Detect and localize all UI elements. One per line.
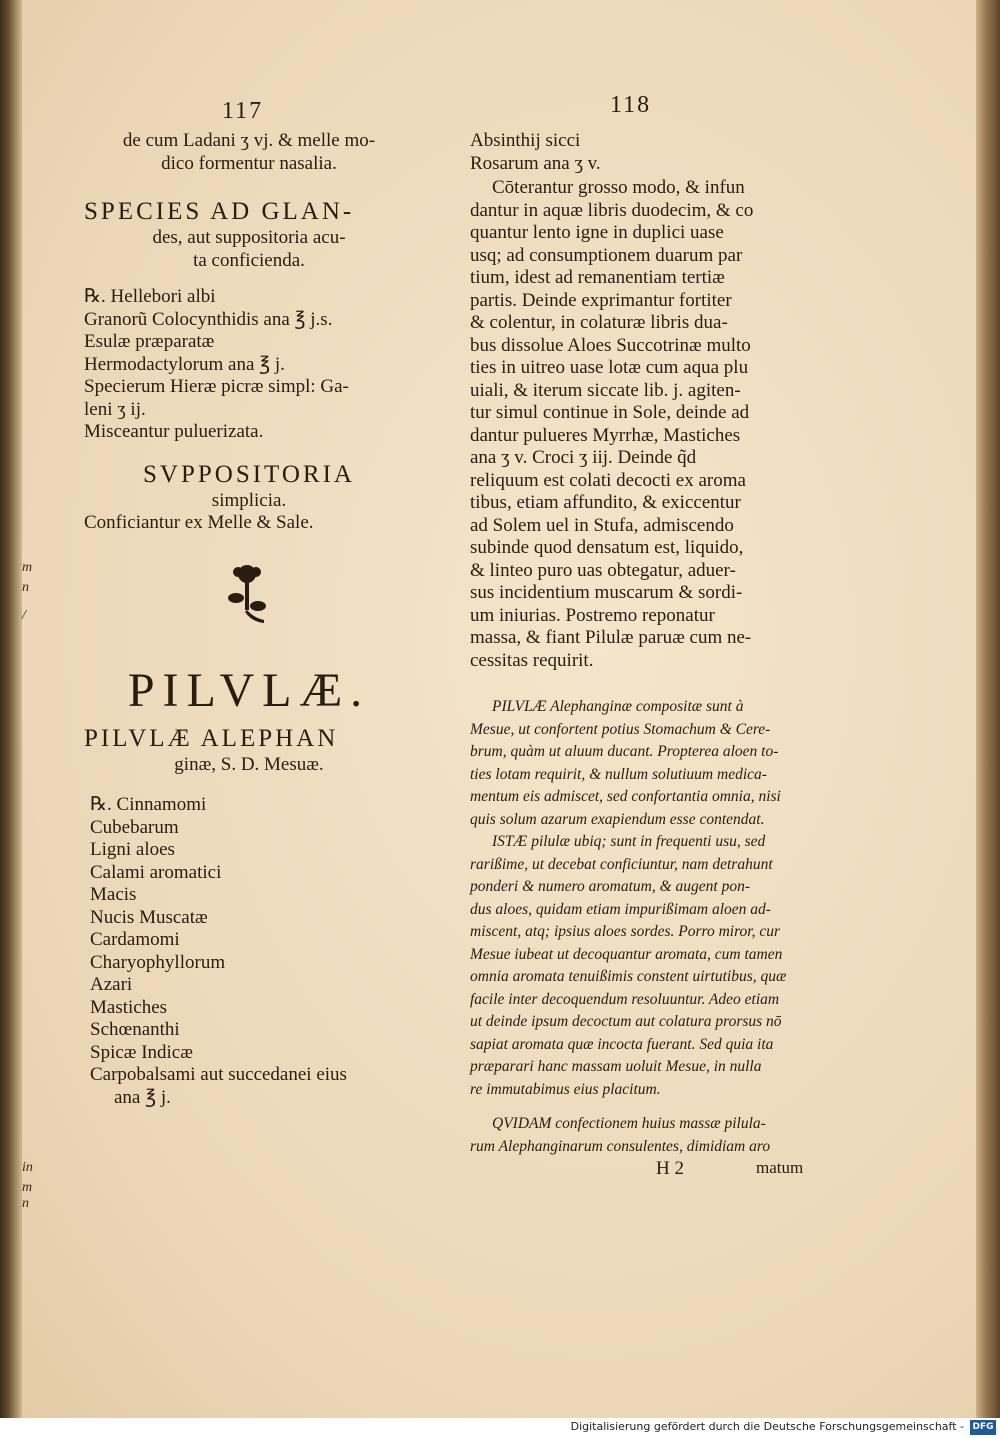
recipe-line: Granorũ Colocynthidis ana ℥ j.s.: [84, 308, 333, 330]
recipe-line: Misceantur puluerizata.: [84, 421, 264, 442]
page-number-left: 117: [222, 98, 264, 124]
commentary-line: re immutabimus eius placitum.: [470, 1080, 661, 1098]
text-line: dico formentur nasalia.: [161, 152, 337, 174]
ingredient-line: Azari: [90, 974, 133, 995]
paragraph-line: ad Solem uel in Stufa, admiscendo: [470, 514, 734, 536]
recipe-line: Esulæ præparatæ: [84, 331, 215, 352]
margin-note: n: [22, 1196, 29, 1211]
commentary-line: rarißime, ut decebat conficiuntur, nam detrahunt: [470, 855, 773, 873]
catchword: matum: [756, 1158, 804, 1177]
commentary-line: omnia aromata tenuißimis constent uirtutibus, quæ: [470, 968, 787, 985]
paragraph-line: usq; ad consumptionem duarum par: [470, 244, 743, 266]
floral-ornament-icon: [224, 562, 270, 624]
paragraph-line: & colentur, in colaturæ libris dua-: [470, 312, 728, 333]
ingredient-line: Nucis Muscatæ: [90, 906, 208, 928]
recipe-line: Hermodactylorum ana ℥ j.: [84, 353, 285, 375]
ingredient-line: Spicæ Indicæ: [90, 1041, 193, 1063]
paragraph-line: & linteo puro uas obtegatur, aduer-: [470, 559, 736, 581]
commentary-line: quis solum azarum exapiendum esse contendat.: [470, 810, 765, 828]
main-paragraph: [470, 175, 810, 672]
commentary-line: ISTÆ pilulæ ubiq; sunt in frequenti usu, sed: [492, 833, 766, 850]
recipe-line: Conficiantur ex Melle & Sale.: [84, 512, 314, 533]
ingredient-line: Mastiches: [90, 996, 168, 1018]
recipe-line: Absinthij sicci: [470, 130, 581, 151]
text-line: de cum Ladani ʒ vj. & melle mo-: [122, 130, 376, 151]
ingredient-line: Calami aromatici: [90, 861, 222, 883]
margin-note: in: [22, 1160, 33, 1175]
section-heading: SPECIES AD GLAN-: [84, 198, 355, 225]
recipe-line: Specierum Hieræ picræ simpl: Ga-: [84, 376, 349, 397]
signature-mark: H 2: [656, 1158, 684, 1179]
ingredient-line: Cardamomi: [90, 929, 180, 950]
ingredient-line: Macis: [90, 884, 137, 905]
paragraph-line: reliquum est colati decocti ex aroma: [470, 469, 746, 491]
page-number-right: 118: [610, 92, 652, 118]
digitization-footer: [0, 1418, 1000, 1438]
commentary-block: [470, 696, 810, 1158]
book-edge: [976, 0, 1000, 1418]
ingredient-line: Carpobalsami aut succedanei eius: [90, 1064, 347, 1085]
paragraph-line: partis. Deinde exprimantur fortiter: [470, 289, 732, 311]
recipe-line: Rosarum ana ʒ v.: [470, 152, 601, 174]
commentary-line: ties lotam requirit, & nullum solutiuum medica-: [470, 765, 767, 783]
paragraph-line: dantur in aquæ libris duodecim, & co: [470, 199, 754, 221]
commentary-line: Mesue iubeat ut decoquantur aromata, cum tamen: [470, 945, 783, 963]
paragraph-line: ties in uitreo uase lotæ cum aqua plu: [470, 357, 749, 378]
paragraph-line: tur simul continue in Sole, deinde ad: [470, 402, 750, 423]
margin-note: m: [22, 1180, 33, 1195]
commentary-line: ut deinde ipsum decoctum aut colatura prorsus nō: [470, 1013, 782, 1030]
commentary-line: PILVLÆ Alephanginæ compositæ sunt à: [492, 698, 744, 715]
margin-note: m: [22, 560, 33, 575]
ingredient-line: ℞. Cinnamomi: [90, 794, 207, 815]
paragraph-line: quantur lento igne in duplici uase: [470, 222, 724, 243]
commentary-line: Mesue, ut confortent potius Stomachum & Cere-: [470, 720, 771, 738]
commentary-line: mentum eis admiscet, sed confortantia omnia, nisi: [470, 788, 781, 805]
paragraph-line: Cōterantur grosso modo, & infun: [492, 177, 745, 198]
ingredient-line: Schœnanthi: [90, 1019, 180, 1040]
margin-note: /: [22, 608, 26, 623]
commentary-line: QVIDAM confectionem huius massæ pilula-: [492, 1115, 766, 1132]
commentary-line: miscent, atq; ipsius aloes sordes. Porro miror, cur: [470, 923, 780, 940]
section-heading: PILVLÆ ALEPHAN: [84, 724, 339, 752]
paragraph-line: massa, & fiant Pilulæ paruæ cum ne-: [470, 627, 752, 648]
commentary-line: ponderi & numero aromatum, & augent pon-: [470, 878, 750, 895]
paragraph-line: dantur pulueres Myrrhæ, Mastiches: [470, 424, 741, 446]
margin-note: n: [22, 580, 29, 595]
commentary-line: dus aloes, quidam etiam impurißimam aloen ad-: [470, 900, 771, 918]
ingredient-line: ana ℥ j.: [114, 1086, 171, 1108]
section-heading: ta conficienda.: [193, 249, 305, 271]
paragraph-line: um iniurias. Postremo reponatur: [470, 604, 715, 626]
paragraph-line: cessitas requirit.: [470, 649, 594, 671]
paragraph-line: subinde quod densatum est, liquido,: [470, 537, 744, 558]
commentary-line: brum, quàm ut aluum ducant. Propterea aloen to-: [470, 743, 779, 760]
ingredient-line: Charyophyllorum: [90, 951, 226, 973]
footer-credit: Digitalisierung gefördert durch die Deutsche Forschungsgemeinschaft -: [570, 1420, 964, 1433]
ingredient-line: Ligni aloes: [90, 839, 175, 860]
paragraph-line: tium, idest ad remanentiam tertiæ: [470, 267, 725, 288]
right-column: [470, 130, 810, 1184]
paragraph-line: tibus, etiam affundito, & exiccentur: [470, 492, 741, 513]
section-heading: ginæ, S. D. Mesuæ.: [174, 753, 324, 775]
commentary-line: facile inter decoquendum resoluuntur. Adeo etiam: [470, 990, 780, 1008]
recipe-line: ℞. Hellebori albi: [84, 286, 216, 307]
ingredient-line: Cubebarum: [90, 816, 179, 838]
commentary-line: sapiat aromata quæ incocta fuerant. Sed quia ita: [470, 1035, 774, 1053]
section-heading: SVPPOSITORIA: [143, 460, 355, 488]
paragraph-line: uiali, & iterum siccate lib. j. agiten-: [470, 379, 741, 401]
paragraph-line: ana ʒ v. Croci ʒ iij. Deinde q̃d: [470, 447, 697, 468]
paragraph-line: bus dissolue Aloes Succotrinæ multo: [470, 334, 751, 356]
commentary-line: præparari hanc massam uoluit Mesue, in nulla: [470, 1058, 762, 1075]
paragraph-line: sus incidentium muscarum & sordi-: [470, 582, 743, 603]
commentary-line: rum Alephanginarum consulentes, dimidiam aro: [470, 1137, 771, 1155]
section-heading: simplicia.: [211, 489, 287, 511]
section-heading: des, aut suppositoria acu-: [152, 227, 346, 248]
ingredient-list: [84, 794, 414, 1109]
dfg-logo-icon: DFG: [970, 1420, 996, 1435]
margin-notes: [22, 0, 44, 1418]
chapter-title: PILVLÆ.: [127, 663, 371, 717]
recipe-line: leni ʒ ij.: [84, 398, 146, 420]
page-footer-line: [470, 1158, 810, 1184]
